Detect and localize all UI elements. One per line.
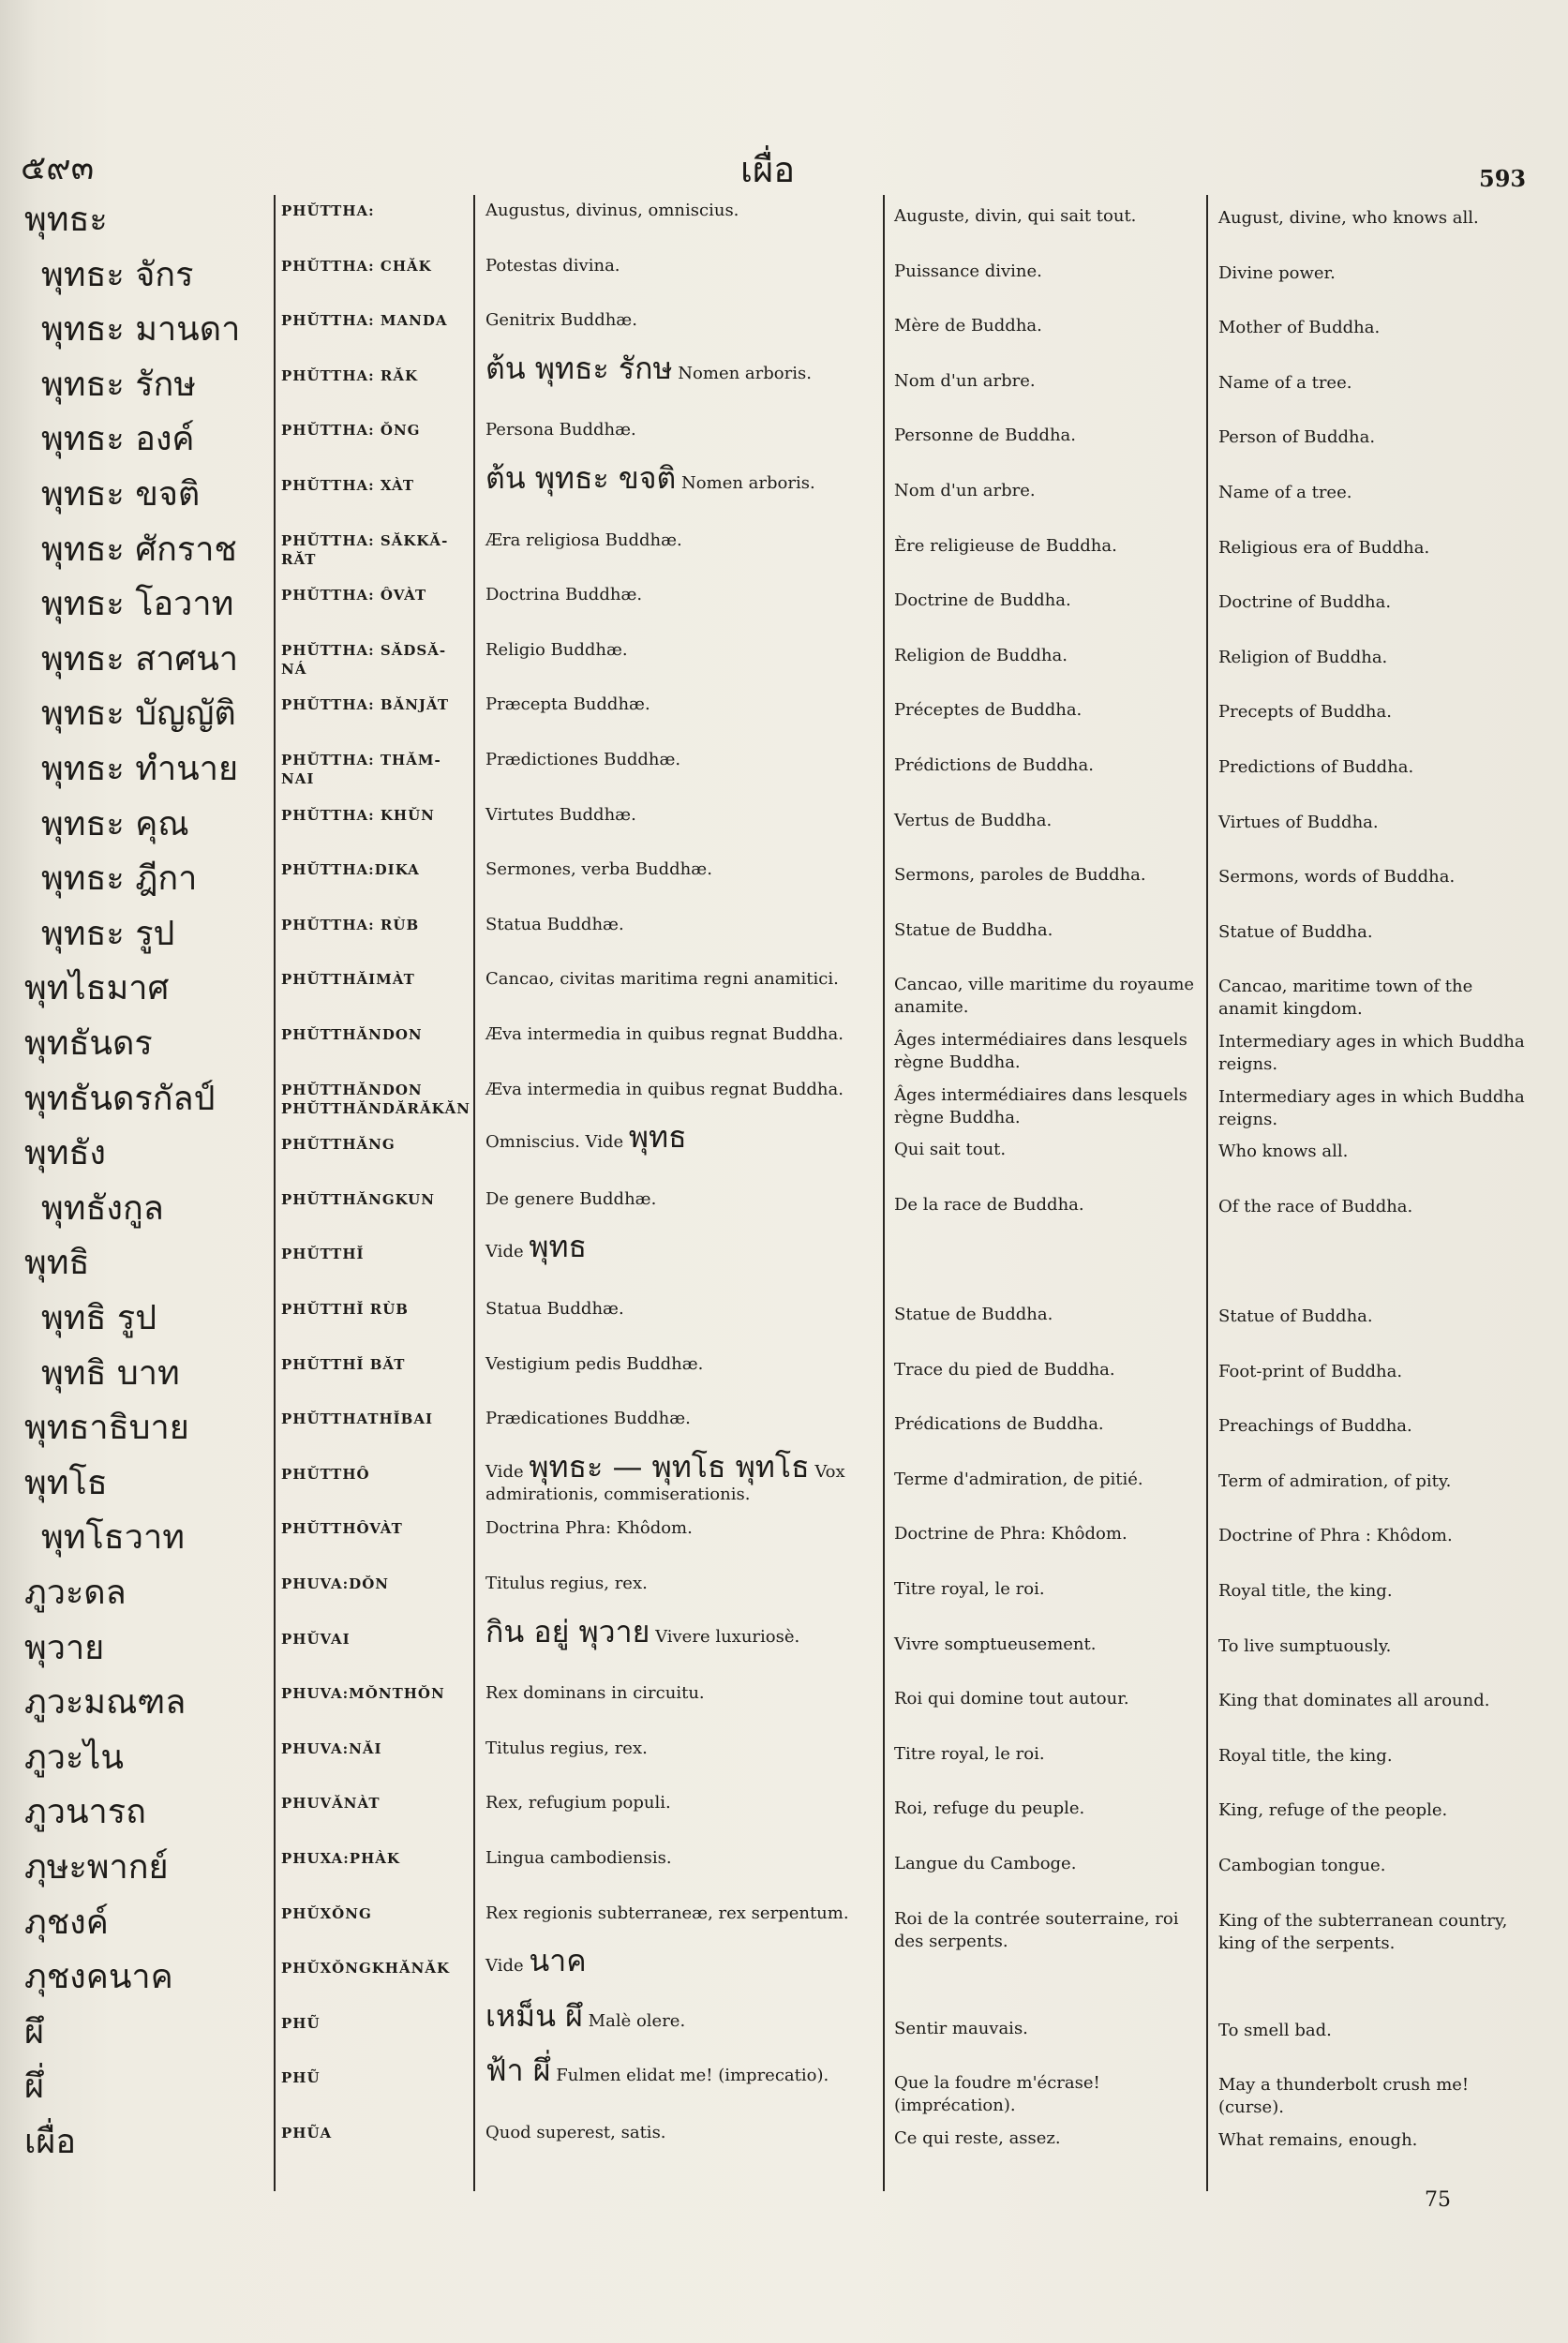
romanization: PHUVĂNÀT — [281, 1795, 381, 1813]
thai-reference: พุทธ — [529, 1229, 588, 1265]
entry-row — [0, 1181, 1568, 1235]
romanization: PHŬTTHĂNG — [281, 1136, 396, 1154]
latin-definition — [485, 639, 879, 662]
romanization: PHŬTTHA: THĂM-NAI — [281, 752, 441, 787]
thai-headword: พุทธิ บาท — [41, 1353, 180, 1393]
english-definition: Doctrine of Buddha. — [1218, 592, 1392, 613]
thai-headword: พุทธะ ขจติ — [41, 475, 201, 514]
latin-text: Doctrina Buddhæ. — [485, 585, 643, 605]
english-definition: Sermons, words of Buddha. — [1218, 867, 1456, 888]
latin-text: Præcepta Buddhæ. — [485, 694, 650, 715]
latin-text: Vide — [485, 1461, 524, 1482]
latin-definition — [485, 460, 879, 496]
romanization: PHŬTTHA: RÙB — [281, 916, 420, 933]
thai-example: เหม็น ผึ — [485, 1997, 583, 2034]
english-definition: Statue of Buddha. — [1218, 1306, 1373, 1326]
entry-row — [0, 906, 1568, 961]
romanization: PHŬTTHATHĬBAI — [281, 1410, 433, 1428]
thai-headword: ภุชงค์ — [24, 1903, 109, 1942]
latin-definition — [485, 1119, 879, 1156]
thai-headword: พุทธะ สาศนา — [41, 639, 239, 679]
english-definition: Name of a tree. — [1218, 372, 1352, 393]
french-definition: Ère religieuse de Buddha. — [894, 535, 1117, 556]
romanization: PHŬTTHA: ŎNG — [281, 422, 421, 440]
latin-text: Æra religiosa Buddhæ. — [485, 530, 682, 550]
english-definition: May a thunderbolt crush me! (curse). — [1218, 2075, 1470, 2118]
latin-text: Vivere luxuriosè. — [655, 1626, 800, 1647]
latin-text: Nomen arboris. — [681, 473, 815, 493]
french-definition: Religion de Buddha. — [894, 645, 1068, 665]
thai-headword: พุทธิ รูป — [41, 1299, 157, 1337]
english-definition: Precepts of Buddha. — [1218, 702, 1392, 723]
romanization: PHŬTTHĬ BĂT — [281, 1355, 406, 1373]
english-definition: Mother of Buddha. — [1218, 318, 1381, 338]
french-definition: Que la foudre m'écrase! (imprécation). — [894, 2073, 1100, 2116]
thai-headword: พุทธะ โอวาท — [41, 585, 234, 624]
thai-headword: พุทธะ รูป — [41, 914, 175, 953]
thai-headword: พุทธันดร — [24, 1024, 153, 1063]
thai-headword: ภุษะพากย์ — [24, 1848, 169, 1887]
english-definition: Intermediary ages in which Buddha reigns. — [1218, 1086, 1525, 1129]
latin-definition — [485, 804, 879, 827]
latin-text: Rex, refugium populi. — [485, 1793, 671, 1813]
french-definition: Vertus de Buddha. — [894, 810, 1053, 830]
latin-definition — [485, 1353, 879, 1376]
thai-headword: ภูวนารถ — [24, 1793, 146, 1832]
entry-row — [0, 192, 1568, 246]
romanization: PHŬTTHA: SĂKKĂ-RĂT — [281, 531, 449, 568]
thai-headword: พุทธาธิบาย — [24, 1409, 189, 1448]
thai-headword: พุทธิ — [24, 1244, 90, 1283]
romanization: PHŨ — [281, 2014, 321, 2032]
thai-headword: พุทธะ รักษ — [41, 365, 197, 404]
latin-definition — [485, 1943, 879, 1979]
entry-row — [0, 1119, 1568, 1180]
entry-row — [0, 302, 1568, 356]
french-definition: Prédictions de Buddha. — [894, 755, 1094, 775]
entry-row — [0, 961, 1568, 1020]
french-definition: Personne de Buddha. — [894, 425, 1077, 446]
thai-example: ฟ้า ผึ่ — [485, 2052, 551, 2089]
entry-row — [0, 1400, 1568, 1455]
english-definition: Religion of Buddha. — [1218, 647, 1388, 667]
french-definition: Ce qui reste, assez. — [894, 2128, 1061, 2148]
latin-definition — [485, 1298, 879, 1321]
entry-row — [0, 1784, 1568, 1839]
thai-headword: พุทธะ ทำนาย — [41, 750, 239, 788]
thai-headword: ภูวะดล — [24, 1574, 127, 1612]
thai-headword: ผึ่ — [24, 2067, 45, 2107]
entry-row — [0, 1346, 1568, 1400]
latin-definition — [485, 694, 879, 716]
french-definition: Mère de Buddha. — [894, 316, 1042, 336]
latin-text: Rex regionis subterraneæ, rex serpentum. — [485, 1903, 849, 1923]
english-definition: Statue of Buddha. — [1218, 921, 1373, 942]
latin-text: Prædicationes Buddhæ. — [485, 1409, 691, 1429]
english-definition: Intermediary ages in which Buddha reigns. — [1218, 1032, 1525, 1074]
english-definition: Preachings of Buddha. — [1218, 1416, 1412, 1437]
english-definition: King, refuge of the people. — [1218, 1800, 1448, 1821]
thai-headword: พุทโธวาท — [41, 1518, 185, 1558]
entry-row — [0, 851, 1568, 905]
english-definition: King that dominates all around. — [1218, 1691, 1490, 1711]
english-definition: Religious era of Buddha. — [1218, 537, 1430, 558]
latin-definition — [485, 1682, 879, 1705]
french-definition: Cancao, ville maritime du royaume anamite. — [894, 975, 1195, 1018]
entry-row — [0, 1565, 1568, 1619]
french-definition: Sentir mauvais. — [894, 2018, 1028, 2038]
french-definition: Doctrine de Buddha. — [894, 590, 1071, 611]
thai-example: ต้น พุทธะ รักษ — [485, 350, 673, 386]
french-definition: Âges intermédiaires dans lesquels règne Buddha. — [894, 1030, 1187, 1072]
french-definition: Terme d'admiration, de pitié. — [894, 1469, 1143, 1489]
latin-definition — [485, 1408, 879, 1430]
english-definition: Royal title, the king. — [1218, 1745, 1393, 1766]
french-definition: Doctrine de Phra: Khôdom. — [894, 1524, 1127, 1545]
thai-headword: พุทธันดรกัลป์ — [24, 1079, 216, 1118]
romanization: PHŬTTHA: SĂDSĂ-NÁ — [281, 641, 447, 678]
latin-definition — [485, 1573, 879, 1595]
thai-headword: พุทธะ บัญญัติ — [41, 694, 236, 734]
romanization: PHŬXŎNGKHĂNĂK — [281, 1960, 450, 1977]
entry-row — [0, 1675, 1568, 1729]
entry-row — [0, 1291, 1568, 1345]
romanization: PHUXA:PHÀK — [281, 1850, 400, 1867]
latin-definition — [485, 530, 879, 552]
thai-example: กิน อยู่ พุวาย — [485, 1613, 650, 1649]
romanization: PHŨ — [281, 2069, 321, 2087]
latin-text: Vestigium pedis Buddhæ. — [485, 1353, 704, 1374]
english-definition: Virtues of Buddha. — [1218, 812, 1379, 832]
latin-text: Titulus regius, rex. — [485, 1738, 648, 1758]
page-number: 593 — [1479, 165, 1527, 192]
thai-headword: พุทธะ คุณ — [41, 804, 189, 843]
english-definition: Of the race of Buddha. — [1218, 1196, 1413, 1216]
latin-text: Cancao, civitas maritima regni anamitici. — [485, 969, 839, 990]
entry-row — [0, 1997, 1568, 2059]
latin-text: Omniscius. Vide — [485, 1132, 624, 1153]
thai-reference: พุทธ — [628, 1119, 687, 1156]
latin-definition — [485, 914, 879, 936]
thai-headword: พุทธะ — [24, 201, 108, 239]
romanization: PHUVA:DŎN — [281, 1575, 389, 1592]
english-definition: Person of Buddha. — [1218, 427, 1376, 448]
latin-text: Titulus regius, rex. — [485, 1574, 648, 1593]
thai-headword: ภูวะมณฑล — [24, 1683, 187, 1723]
latin-text: Sermones, verba Buddhæ. — [485, 859, 712, 880]
thai-example: ต้น พุทธะ ขจติ — [485, 460, 677, 496]
french-definition: Statue de Buddha. — [894, 1305, 1053, 1324]
french-definition: Préceptes de Buddha. — [894, 700, 1083, 721]
latin-definition — [485, 1903, 879, 1925]
signature-number: 75 — [1425, 2188, 1451, 2212]
latin-text: Æva intermedia in quibus regnat Buddha. — [485, 1024, 844, 1044]
romanization: PHŬTTHA: RĂK — [281, 366, 419, 384]
latin-text: Statua Buddhæ. — [485, 914, 624, 934]
latin-definition — [485, 968, 879, 991]
thai-reference: นาค — [529, 1943, 587, 1979]
latin-definition — [485, 350, 879, 386]
english-definition: Name of a tree. — [1218, 483, 1352, 502]
entry-row — [0, 1613, 1568, 1675]
thai-headword: พุทธะ จักร — [41, 255, 194, 294]
english-definition: To smell bad. — [1218, 2020, 1332, 2040]
french-definition: Roi de la contrée souterraine, roi des serpents. — [894, 1908, 1179, 1951]
latin-definition — [485, 1229, 879, 1265]
latin-definition — [485, 1613, 879, 1649]
latin-definition — [485, 1997, 879, 2034]
thai-headword: ภูวะไน — [24, 1738, 124, 1777]
french-definition: Âges intermédiaires dans lesquels règne Buddha. — [894, 1084, 1187, 1127]
latin-definition — [485, 1188, 879, 1211]
french-definition: Auguste, divin, qui sait tout. — [894, 206, 1137, 226]
romanization: PHŬTTHĬ — [281, 1246, 365, 1263]
latin-text: Fulmen elidat me! (imprecatio). — [556, 2066, 829, 2086]
entry-row — [0, 632, 1568, 686]
romanization: PHŬTTHĬ RÙB — [281, 1301, 409, 1318]
french-definition: Langue du Camboge. — [894, 1854, 1077, 1873]
thai-headword: พุทธะ ศักราช — [41, 530, 237, 569]
french-definition: Prédications de Buddha. — [894, 1414, 1104, 1435]
latin-text: Religio Buddhæ. — [485, 639, 628, 660]
romanization: PHŬTTHĂIMÀT — [281, 971, 415, 989]
latin-definition — [485, 255, 879, 277]
latin-text: Doctrina Phra: Khôdom. — [485, 1518, 693, 1539]
thai-headword: พุทธัง — [24, 1134, 107, 1173]
romanization: PHŬTTHA: BĂNJĂT — [281, 696, 449, 714]
entry-row — [0, 1448, 1568, 1510]
latin-tail: Vox admirationis, commiserationis. — [485, 1461, 845, 1504]
latin-text: Malè olere. — [588, 2010, 686, 2031]
latin-definition — [485, 2052, 879, 2089]
french-definition: Sermons, paroles de Buddha. — [894, 865, 1146, 886]
thai-headword: พุทธังกูล — [41, 1188, 164, 1228]
entry-row — [0, 2052, 1568, 2118]
romanization: PHUVA:MŎNTHŎN — [281, 1685, 445, 1703]
thai-headword: พุทธะ มานดา — [41, 310, 241, 350]
latin-definition — [485, 1847, 879, 1870]
entry-row — [0, 1229, 1568, 1290]
french-definition: Qui sait tout. — [894, 1140, 1007, 1160]
thai-headword: เผื่อ — [24, 2123, 77, 2161]
french-definition: Puissance divine. — [894, 261, 1042, 281]
latin-definition — [485, 584, 879, 606]
entry-row — [0, 1730, 1568, 1784]
romanization: PHŬTTHĂNGKUN — [281, 1190, 435, 1208]
latin-definition — [485, 1023, 879, 1046]
latin-text: Quod superest, satis. — [485, 2123, 666, 2142]
entry-row — [0, 1016, 1568, 1074]
latin-definition — [485, 419, 879, 441]
english-definition: King of the subterranean country, king of the serpents. — [1218, 1910, 1508, 1953]
french-definition: Nom d'un arbre. — [894, 370, 1036, 391]
romanization: PHŨA — [281, 2125, 333, 2142]
thai-page-number: ๕๙๓ — [21, 149, 95, 187]
latin-definition — [485, 1448, 879, 1506]
romanization: PHŬTTHA: XÀT — [281, 477, 414, 494]
latin-text: Rex dominans in circuitu. — [485, 1683, 705, 1704]
english-definition: To live sumptuously. — [1218, 1635, 1392, 1656]
entry-row — [0, 686, 1568, 740]
running-headword: เผื่อ — [740, 149, 796, 190]
entry-row — [0, 2114, 1568, 2169]
french-definition: Vivre somptueusement. — [894, 1634, 1097, 1654]
romanization: PHŬTTHĂNDON — [281, 1026, 423, 1043]
entry-row — [0, 741, 1568, 796]
romanization: PHŬTTHA: CHĂK — [281, 257, 432, 275]
latin-text: Potestas divina. — [485, 255, 620, 276]
latin-text: Vide — [485, 1242, 524, 1262]
english-definition: Foot-print of Buddha. — [1218, 1361, 1403, 1381]
latin-definition — [485, 2122, 879, 2144]
romanization: PHŬTTHA:DIKA — [281, 861, 420, 879]
thai-headword: ภุชงคนาค — [24, 1958, 173, 1997]
latin-text: Persona Buddhæ. — [485, 420, 636, 440]
latin-text: Statua Buddhæ. — [485, 1299, 624, 1319]
latin-text: De genere Buddhæ. — [485, 1188, 657, 1209]
entry-row — [0, 247, 1568, 302]
latin-text: Augustus, divinus, omniscius. — [485, 201, 739, 220]
english-definition: Divine power. — [1218, 262, 1336, 283]
english-definition: Doctrine of Phra : Khôdom. — [1218, 1526, 1453, 1546]
french-definition: Titre royal, le roi. — [894, 1743, 1045, 1764]
entry-row — [0, 1840, 1568, 1894]
french-definition: Roi qui domine tout autour. — [894, 1689, 1129, 1709]
latin-text: Lingua cambodiensis. — [485, 1848, 672, 1868]
english-definition: Royal title, the king. — [1218, 1581, 1393, 1601]
thai-headword: พุวาย — [24, 1628, 105, 1667]
romanization: PHŬTTHA: MANDA — [281, 312, 448, 330]
french-definition: Trace du pied de Buddha. — [894, 1359, 1115, 1380]
romanization: PHŬTTHA: KHŬN — [281, 806, 435, 824]
latin-text: Genitrix Buddhæ. — [485, 310, 637, 331]
romanization: PHŬXŎNG — [281, 1904, 372, 1922]
thai-headword: พุทธะ ฎีกา — [41, 859, 198, 899]
romanization: PHŬTTHA: — [281, 202, 375, 219]
latin-definition — [485, 1079, 879, 1101]
entry-row — [0, 411, 1568, 466]
latin-text: Prædictiones Buddhæ. — [485, 750, 681, 769]
french-definition: Nom d'un arbre. — [894, 481, 1036, 500]
latin-definition — [485, 309, 879, 332]
romanization: PHŬTTHA: ÔVÀT — [281, 587, 427, 604]
thai-headword: พุทธะ องค์ — [41, 420, 195, 459]
entry-row — [0, 576, 1568, 631]
latin-text: Vide — [485, 1956, 524, 1977]
english-definition: Cambogian tongue. — [1218, 1856, 1386, 1875]
latin-definition — [485, 1738, 879, 1760]
romanization: PHŬTTHĂNDON PHŬTTHĂNDĂRĂKĂN — [281, 1081, 470, 1117]
french-definition: Statue de Buddha. — [894, 919, 1053, 940]
latin-definition — [485, 200, 879, 222]
english-definition: Predictions of Buddha. — [1218, 757, 1414, 777]
thai-headword: ผึ — [24, 2012, 45, 2052]
french-definition: Roi, refuge du peuple. — [894, 1798, 1085, 1819]
entry-row — [0, 1895, 1568, 1953]
thai-headword: พุทโธ — [24, 1463, 108, 1502]
entry-row — [0, 1943, 1568, 2004]
romanization: PHUVA:NĂI — [281, 1739, 382, 1757]
french-definition: De la race de Buddha. — [894, 1194, 1084, 1215]
entry-row — [0, 350, 1568, 411]
english-definition: Who knows all. — [1218, 1142, 1349, 1162]
latin-definition — [485, 749, 879, 771]
english-definition: August, divine, who knows all. — [1218, 208, 1479, 228]
entry-row — [0, 1071, 1568, 1129]
latin-text: Virtutes Buddhæ. — [485, 804, 636, 825]
latin-definition — [485, 1517, 879, 1540]
latin-text: Nomen arboris. — [678, 363, 812, 383]
thai-reference: พุทธะ — พุทโธ พุทโธ — [529, 1448, 810, 1485]
latin-text: Æva intermedia in quibus regnat Buddha. — [485, 1079, 844, 1099]
french-definition: Titre royal, le roi. — [894, 1579, 1045, 1599]
english-definition: Term of admiration, of pity. — [1218, 1470, 1452, 1491]
entry-row — [0, 460, 1568, 521]
romanization: PHŬTTHÔVÀT — [281, 1520, 403, 1538]
english-definition: What remains, enough. — [1218, 2130, 1418, 2150]
entry-row — [0, 797, 1568, 851]
english-definition: Cancao, maritime town of the anamit kingdom. — [1218, 977, 1473, 1020]
romanization: PHŬTTHÔ — [281, 1465, 370, 1483]
entry-row — [0, 1510, 1568, 1564]
latin-definition — [485, 1792, 879, 1814]
latin-definition — [485, 858, 879, 881]
romanization: PHŬVAI — [281, 1630, 351, 1648]
thai-headword: พุทไธมาศ — [24, 969, 170, 1008]
entry-row — [0, 522, 1568, 576]
